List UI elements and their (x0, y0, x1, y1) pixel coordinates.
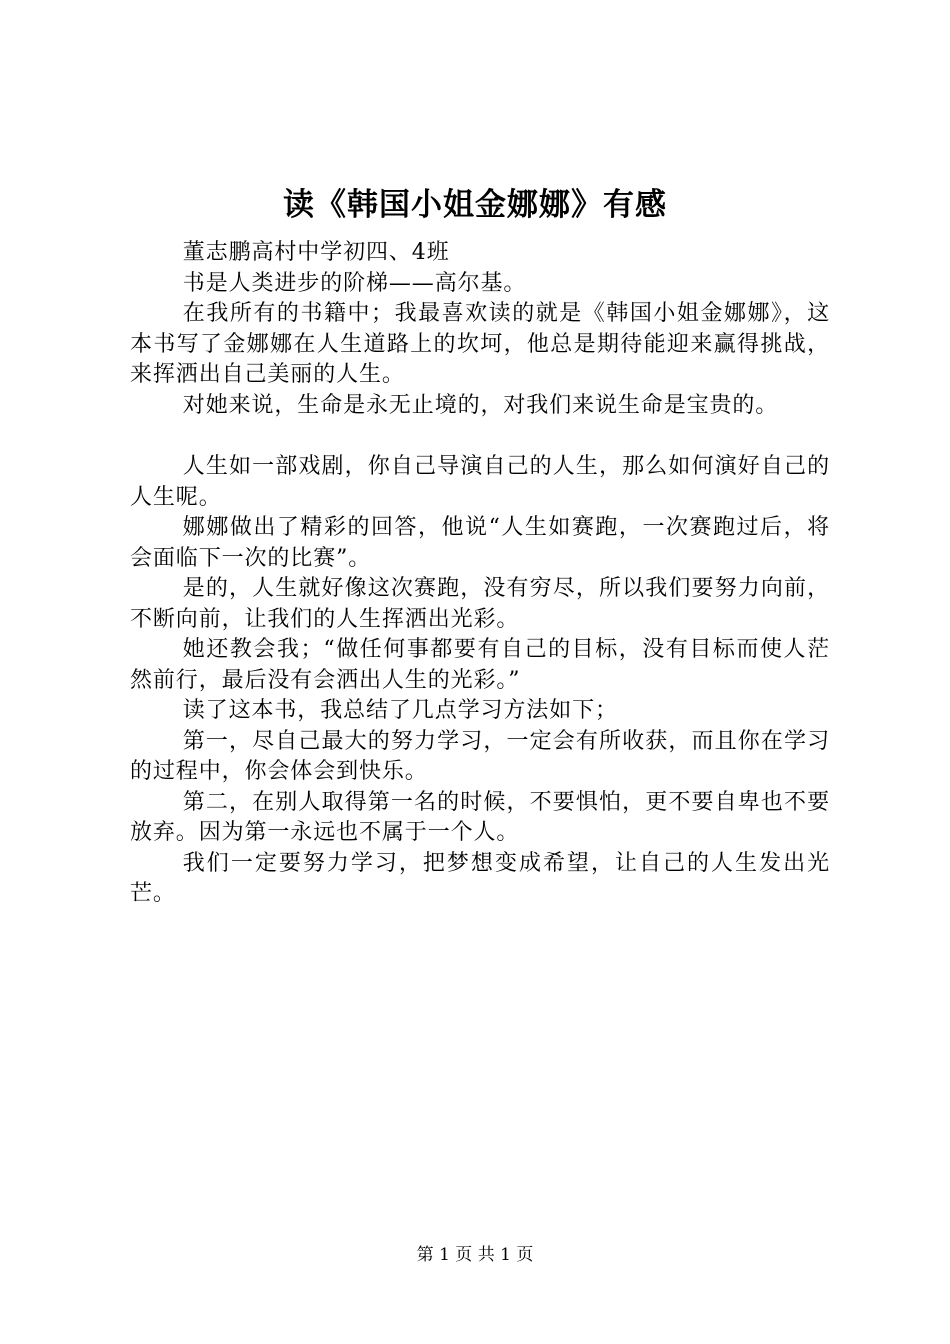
body-paragraph: 对她来说，生命是永无止境的，对我们来说生命是宝贵的。 (182, 392, 779, 418)
quote-paragraph: 书是人类进步的阶梯——高尔基。 (182, 270, 527, 296)
body-paragraph: 娜娜做出了精彩的回答，他说“人生如赛跑，一次赛跑过后，将会面临下一次的比赛”。 (130, 515, 830, 571)
body-paragraph: 第一，尽自己最大的努力学习，一定会有所收获，而且你在学习的过程中，你会体会到快乐。 (130, 728, 830, 784)
body-paragraph: 第二，在别人取得第一名的时候，不要惧怕，更不要自卑也不要放弃。因为第一永远也不属于一个人。 (130, 789, 830, 845)
document-body (130, 238, 830, 910)
body-paragraph: 人生如一部戏剧，你自己导演自己的人生，那么如何演好自己的人生呢。 (130, 454, 830, 510)
body-paragraph: 我们一定要努力学习，把梦想变成希望，让自己的人生发出光芒。 (130, 850, 830, 906)
author-line: 董志鹏高村中学初四、4班 (182, 240, 450, 265)
document-title: 读《韩国小姐金娜娜》有感 (283, 187, 667, 223)
body-paragraph: 在我所有的书籍中；我最喜欢读的就是《韩国小姐金娜娜》，这本书写了金娜娜在人生道路上的坎坷，他总是期待能迎来赢得挑战，来挥洒出自己美丽的人生。 (130, 301, 830, 387)
page-footer: 第 1 页 共 1 页 (416, 1245, 534, 1265)
body-paragraph: 她还教会我；“做任何事都要有自己的目标，没有目标而使人茫然前行，最后没有会洒出人生的光彩。” (130, 637, 830, 693)
body-paragraph: 读了这本书，我总结了几点学习方法如下； (182, 698, 618, 723)
body-paragraph: 是的，人生就好像这次赛跑，没有穷尽，所以我们要努力向前，不断向前，让我们的人生挥洒出光彩。 (130, 576, 830, 632)
